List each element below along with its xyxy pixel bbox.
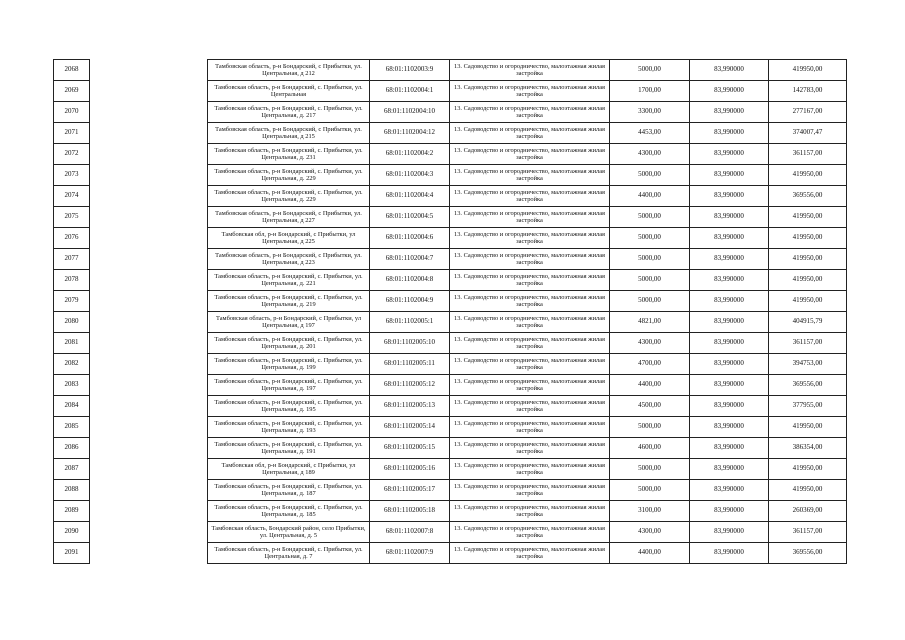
row-number-row <box>54 81 90 102</box>
table-row <box>208 522 847 543</box>
cadastral-number-cell: 68:01:1102004:2 <box>370 144 450 165</box>
row-number-row <box>54 270 90 291</box>
specific-value-cell: 83,990000 <box>690 123 769 144</box>
cadastral-number-cell: 68:01:1102005:13 <box>370 396 450 417</box>
cadastral-value-cell: 419950,00 <box>769 270 847 291</box>
cadastral-value-cell: 419950,00 <box>769 228 847 249</box>
row-number-column <box>53 59 90 564</box>
cadastral-number-cell: 68:01:1102004:4 <box>370 186 450 207</box>
table-row <box>208 375 847 396</box>
row-number-cell: 2070 <box>54 102 90 123</box>
row-number-row <box>54 480 90 501</box>
specific-value-cell: 83,990000 <box>690 480 769 501</box>
permitted-use-cell: 13. Садоводство и огородничество, малоэтажная жилая застройка <box>450 81 610 102</box>
address-cell: Тамбовская область, р-н Бондарский, с. Прибытки, ул. Центральная, д. 221 <box>208 270 370 291</box>
cadastral-value-cell: 361157,00 <box>769 522 847 543</box>
permitted-use-cell: 13. Садоводство и огородничество, малоэтажная жилая застройка <box>450 60 610 81</box>
cadastral-number-cell: 68:01:1102005:16 <box>370 459 450 480</box>
address-cell: Тамбовская область, р-н Бондарский, с. Прибытки, ул. Центральная, д. 199 <box>208 354 370 375</box>
table-row <box>208 60 847 81</box>
row-number-row <box>54 438 90 459</box>
table-row <box>208 354 847 375</box>
cadastral-value-cell: 419950,00 <box>769 459 847 480</box>
permitted-use-cell: 13. Садоводство и огородничество, малоэтажная жилая застройка <box>450 333 610 354</box>
specific-value-cell: 83,990000 <box>690 312 769 333</box>
permitted-use-cell: 13. Садоводство и огородничество, малоэтажная жилая застройка <box>450 396 610 417</box>
row-number-cell: 2081 <box>54 333 90 354</box>
permitted-use-cell: 13. Садоводство и огородничество, малоэтажная жилая застройка <box>450 228 610 249</box>
row-number-row <box>54 228 90 249</box>
row-number-cell: 2074 <box>54 186 90 207</box>
row-number-cell: 2072 <box>54 144 90 165</box>
permitted-use-cell: 13. Садоводство и огородничество, малоэтажная жилая застройка <box>450 102 610 123</box>
row-number-cell: 2073 <box>54 165 90 186</box>
table-row <box>208 186 847 207</box>
permitted-use-cell: 13. Садоводство и огородничество, малоэтажная жилая застройка <box>450 438 610 459</box>
permitted-use-cell: 13. Садоводство и огородничество, малоэтажная жилая застройка <box>450 186 610 207</box>
cadastral-number-cell: 68:01:1102005:12 <box>370 375 450 396</box>
row-number-cell: 2068 <box>54 60 90 81</box>
table-row <box>208 123 847 144</box>
row-number-cell: 2087 <box>54 459 90 480</box>
cadastral-value-cell: 142783,00 <box>769 81 847 102</box>
address-cell: Тамбовская область, Бондарский район, село Прибытки, ул. Центральная, д. 5 <box>208 522 370 543</box>
cadastral-value-cell: 374007,47 <box>769 123 847 144</box>
row-number-cell: 2078 <box>54 270 90 291</box>
area-cell: 5000,00 <box>610 60 690 81</box>
cadastral-number-cell: 68:01:1102005:10 <box>370 333 450 354</box>
row-number-cell: 2088 <box>54 480 90 501</box>
cadastral-number-cell: 68:01:1102005:1 <box>370 312 450 333</box>
permitted-use-cell: 13. Садоводство и огородничество, малоэтажная жилая застройка <box>450 543 610 564</box>
row-number-cell: 2085 <box>54 417 90 438</box>
cadastral-value-cell: 419950,00 <box>769 480 847 501</box>
permitted-use-cell: 13. Садоводство и огородничество, малоэтажная жилая застройка <box>450 165 610 186</box>
permitted-use-cell: 13. Садоводство и огородничество, малоэтажная жилая застройка <box>450 249 610 270</box>
cadastral-value-cell: 419950,00 <box>769 60 847 81</box>
specific-value-cell: 83,990000 <box>690 522 769 543</box>
address-cell: Тамбовская область, р-н Бондарский, с. Прибытки, ул. Центральная, д. 229 <box>208 186 370 207</box>
permitted-use-cell: 13. Садоводство и огородничество, малоэтажная жилая застройка <box>450 501 610 522</box>
permitted-use-cell: 13. Садоводство и огородничество, малоэтажная жилая застройка <box>450 375 610 396</box>
row-number-cell: 2075 <box>54 207 90 228</box>
cadastral-number-cell: 68:01:1102004:10 <box>370 102 450 123</box>
address-cell: Тамбовская область, р-н Бондарский, с. Прибытки, ул. Центральная, д. 229 <box>208 165 370 186</box>
cadastral-value-cell: 369556,00 <box>769 375 847 396</box>
area-cell: 5000,00 <box>610 249 690 270</box>
table-row <box>208 270 847 291</box>
row-number-cell: 2090 <box>54 522 90 543</box>
address-cell: Тамбовская область, р-н Бондарский, с Прибытки, ул. Центральная, д 223 <box>208 249 370 270</box>
cadastral-value-cell: 277167,00 <box>769 102 847 123</box>
address-cell: Тамбовская обл, р-н Бондарский, с Прибытки, ул Центральная, д 225 <box>208 228 370 249</box>
row-number-cell: 2084 <box>54 396 90 417</box>
cadastral-value-cell: 419950,00 <box>769 291 847 312</box>
permitted-use-cell: 13. Садоводство и огородничество, малоэтажная жилая застройка <box>450 354 610 375</box>
row-number-cell: 2077 <box>54 249 90 270</box>
cadastral-number-cell: 68:01:1102005:15 <box>370 438 450 459</box>
cadastral-number-cell: 68:01:1102004:1 <box>370 81 450 102</box>
address-cell: Тамбовская область, р-н Бондарский, с. Прибытки, ул. Центральная, д. 185 <box>208 501 370 522</box>
row-number-row <box>54 333 90 354</box>
row-number-cell: 2086 <box>54 438 90 459</box>
table-row <box>208 228 847 249</box>
row-number-cell: 2069 <box>54 81 90 102</box>
address-cell: Тамбовская область, р-н Бондарский, с Прибытки, ул. Центральная, д 215 <box>208 123 370 144</box>
permitted-use-cell: 13. Садоводство и огородничество, малоэтажная жилая застройка <box>450 291 610 312</box>
address-cell: Тамбовская область, р-н Бондарский, с. Прибытки, ул. Центральная, д. 7 <box>208 543 370 564</box>
specific-value-cell: 83,990000 <box>690 417 769 438</box>
row-number-row <box>54 102 90 123</box>
permitted-use-cell: 13. Садоводство и огородничество, малоэтажная жилая застройка <box>450 312 610 333</box>
table-row <box>208 417 847 438</box>
cadastral-value-cell: 419950,00 <box>769 165 847 186</box>
specific-value-cell: 83,990000 <box>690 186 769 207</box>
specific-value-cell: 83,990000 <box>690 60 769 81</box>
cadastral-number-cell: 68:01:1102005:17 <box>370 480 450 501</box>
cadastral-number-cell: 68:01:1102004:5 <box>370 207 450 228</box>
area-cell: 3300,00 <box>610 102 690 123</box>
address-cell: Тамбовская область, р-н Бондарский, с. Прибытки, ул. Центральная, д. 187 <box>208 480 370 501</box>
address-cell: Тамбовская область, р-н Бондарский, с Прибытки, ул. Центральная, д 212 <box>208 60 370 81</box>
area-cell: 4300,00 <box>610 522 690 543</box>
table-row <box>208 249 847 270</box>
area-cell: 4400,00 <box>610 375 690 396</box>
area-cell: 4400,00 <box>610 186 690 207</box>
address-cell: Тамбовская область, р-н Бондарский, с. Прибытки, ул. Центральная, д. 197 <box>208 375 370 396</box>
row-number-row <box>54 165 90 186</box>
table-row <box>208 207 847 228</box>
row-number-row <box>54 186 90 207</box>
row-number-cell: 2082 <box>54 354 90 375</box>
permitted-use-cell: 13. Садоводство и огородничество, малоэтажная жилая застройка <box>450 270 610 291</box>
specific-value-cell: 83,990000 <box>690 207 769 228</box>
specific-value-cell: 83,990000 <box>690 396 769 417</box>
row-number-cell: 2091 <box>54 543 90 564</box>
address-cell: Тамбовская область, р-н Бондарский, с Прибытки, ул Центральная, д 197 <box>208 312 370 333</box>
table-row <box>208 165 847 186</box>
table-row <box>208 102 847 123</box>
address-cell: Тамбовская область, р-н Бондарский, с. Прибытки, ул. Центральная, д. 195 <box>208 396 370 417</box>
cadastral-value-cell: 369556,00 <box>769 186 847 207</box>
specific-value-cell: 83,990000 <box>690 249 769 270</box>
specific-value-cell: 83,990000 <box>690 501 769 522</box>
specific-value-cell: 83,990000 <box>690 228 769 249</box>
land-plots-body <box>208 60 847 564</box>
area-cell: 5000,00 <box>610 291 690 312</box>
cadastral-value-cell: 419950,00 <box>769 207 847 228</box>
address-cell: Тамбовская область, р-н Бондарский, с. Прибытки, ул. Центральная, д. 219 <box>208 291 370 312</box>
cadastral-number-cell: 68:01:1102004:3 <box>370 165 450 186</box>
cadastral-number-cell: 68:01:1102005:14 <box>370 417 450 438</box>
permitted-use-cell: 13. Садоводство и огородничество, малоэтажная жилая застройка <box>450 207 610 228</box>
row-number-row <box>54 123 90 144</box>
specific-value-cell: 83,990000 <box>690 81 769 102</box>
row-number-row <box>54 207 90 228</box>
area-cell: 1700,00 <box>610 81 690 102</box>
cadastral-value-cell: 361157,00 <box>769 144 847 165</box>
cadastral-value-cell: 361157,00 <box>769 333 847 354</box>
area-cell: 5000,00 <box>610 459 690 480</box>
row-number-cell: 2071 <box>54 123 90 144</box>
table-row <box>208 291 847 312</box>
row-number-row <box>54 543 90 564</box>
specific-value-cell: 83,990000 <box>690 333 769 354</box>
area-cell: 3100,00 <box>610 501 690 522</box>
area-cell: 4453,00 <box>610 123 690 144</box>
permitted-use-cell: 13. Садоводство и огородничество, малоэтажная жилая застройка <box>450 144 610 165</box>
area-cell: 4300,00 <box>610 144 690 165</box>
land-plots-table <box>207 59 847 564</box>
cadastral-number-cell: 68:01:1102007:9 <box>370 543 450 564</box>
table-row <box>208 333 847 354</box>
cadastral-number-cell: 68:01:1102004:6 <box>370 228 450 249</box>
permitted-use-cell: 13. Садоводство и огородничество, малоэтажная жилая застройка <box>450 123 610 144</box>
area-cell: 4600,00 <box>610 438 690 459</box>
cadastral-number-cell: 68:01:1102005:18 <box>370 501 450 522</box>
address-cell: Тамбовская область, р-н Бондарский, с. Прибытки, ул. Центральная <box>208 81 370 102</box>
address-cell: Тамбовская область, р-н Бондарский, с Прибытки, ул. Центральная, д 227 <box>208 207 370 228</box>
area-cell: 5000,00 <box>610 480 690 501</box>
row-number-row <box>54 396 90 417</box>
cadastral-value-cell: 394753,00 <box>769 354 847 375</box>
row-number-row <box>54 417 90 438</box>
specific-value-cell: 83,990000 <box>690 165 769 186</box>
row-number-body <box>54 60 90 564</box>
specific-value-cell: 83,990000 <box>690 543 769 564</box>
cadastral-value-cell: 419950,00 <box>769 417 847 438</box>
area-cell: 4400,00 <box>610 543 690 564</box>
cadastral-value-cell: 404915,79 <box>769 312 847 333</box>
specific-value-cell: 83,990000 <box>690 291 769 312</box>
row-number-cell: 2080 <box>54 312 90 333</box>
row-number-row <box>54 501 90 522</box>
table-row <box>208 480 847 501</box>
permitted-use-cell: 13. Садоводство и огородничество, малоэтажная жилая застройка <box>450 480 610 501</box>
area-cell: 5000,00 <box>610 207 690 228</box>
row-number-row <box>54 249 90 270</box>
table-row <box>208 501 847 522</box>
cadastral-number-cell: 68:01:1102004:8 <box>370 270 450 291</box>
address-cell: Тамбовская область, р-н Бондарский, с. Прибытки, ул. Центральная, д. 193 <box>208 417 370 438</box>
address-cell: Тамбовская обл, р-н Бондарский, с Прибытки, ул Центральная, д 189 <box>208 459 370 480</box>
permitted-use-cell: 13. Садоводство и огородничество, малоэтажная жилая застройка <box>450 522 610 543</box>
specific-value-cell: 83,990000 <box>690 438 769 459</box>
row-number-row <box>54 354 90 375</box>
area-cell: 5000,00 <box>610 165 690 186</box>
area-cell: 5000,00 <box>610 417 690 438</box>
row-number-row <box>54 291 90 312</box>
address-cell: Тамбовская область, р-н Бондарский, с. Прибытки, ул. Центральная, д. 231 <box>208 144 370 165</box>
row-number-cell: 2089 <box>54 501 90 522</box>
row-number-row <box>54 459 90 480</box>
row-number-row <box>54 312 90 333</box>
row-number-cell: 2079 <box>54 291 90 312</box>
cadastral-number-cell: 68:01:1102005:11 <box>370 354 450 375</box>
area-cell: 5000,00 <box>610 228 690 249</box>
table-row <box>208 312 847 333</box>
cadastral-value-cell: 419950,00 <box>769 249 847 270</box>
cadastral-number-cell: 68:01:1102003:9 <box>370 60 450 81</box>
specific-value-cell: 83,990000 <box>690 144 769 165</box>
area-cell: 4700,00 <box>610 354 690 375</box>
table-row <box>208 438 847 459</box>
cadastral-value-cell: 377955,00 <box>769 396 847 417</box>
specific-value-cell: 83,990000 <box>690 102 769 123</box>
specific-value-cell: 83,990000 <box>690 459 769 480</box>
table-row <box>208 543 847 564</box>
table-row <box>208 81 847 102</box>
row-number-row <box>54 375 90 396</box>
address-cell: Тамбовская область, р-н Бондарский, с. Прибытки, ул. Центральная, д. 191 <box>208 438 370 459</box>
cadastral-value-cell: 260369,00 <box>769 501 847 522</box>
specific-value-cell: 83,990000 <box>690 375 769 396</box>
row-number-row <box>54 522 90 543</box>
cadastral-value-cell: 369556,00 <box>769 543 847 564</box>
permitted-use-cell: 13. Садоводство и огородничество, малоэтажная жилая застройка <box>450 459 610 480</box>
row-number-row <box>54 60 90 81</box>
address-cell: Тамбовская область, р-н Бондарский, с. Прибытки, ул. Центральная, д. 201 <box>208 333 370 354</box>
area-cell: 5000,00 <box>610 270 690 291</box>
specific-value-cell: 83,990000 <box>690 354 769 375</box>
area-cell: 4500,00 <box>610 396 690 417</box>
cadastral-number-cell: 68:01:1102004:9 <box>370 291 450 312</box>
table-row <box>208 459 847 480</box>
cadastral-number-cell: 68:01:1102007:8 <box>370 522 450 543</box>
cadastral-number-cell: 68:01:1102004:12 <box>370 123 450 144</box>
cadastral-number-cell: 68:01:1102004:7 <box>370 249 450 270</box>
specific-value-cell: 83,990000 <box>690 270 769 291</box>
area-cell: 4300,00 <box>610 333 690 354</box>
area-cell: 4821,00 <box>610 312 690 333</box>
table-row <box>208 144 847 165</box>
permitted-use-cell: 13. Садоводство и огородничество, малоэтажная жилая застройка <box>450 417 610 438</box>
address-cell: Тамбовская область, р-н Бондарский, с. Прибытки, ул. Центральная, д. 217 <box>208 102 370 123</box>
row-number-row <box>54 144 90 165</box>
cadastral-value-cell: 386354,00 <box>769 438 847 459</box>
table-row <box>208 396 847 417</box>
row-number-cell: 2083 <box>54 375 90 396</box>
row-number-cell: 2076 <box>54 228 90 249</box>
